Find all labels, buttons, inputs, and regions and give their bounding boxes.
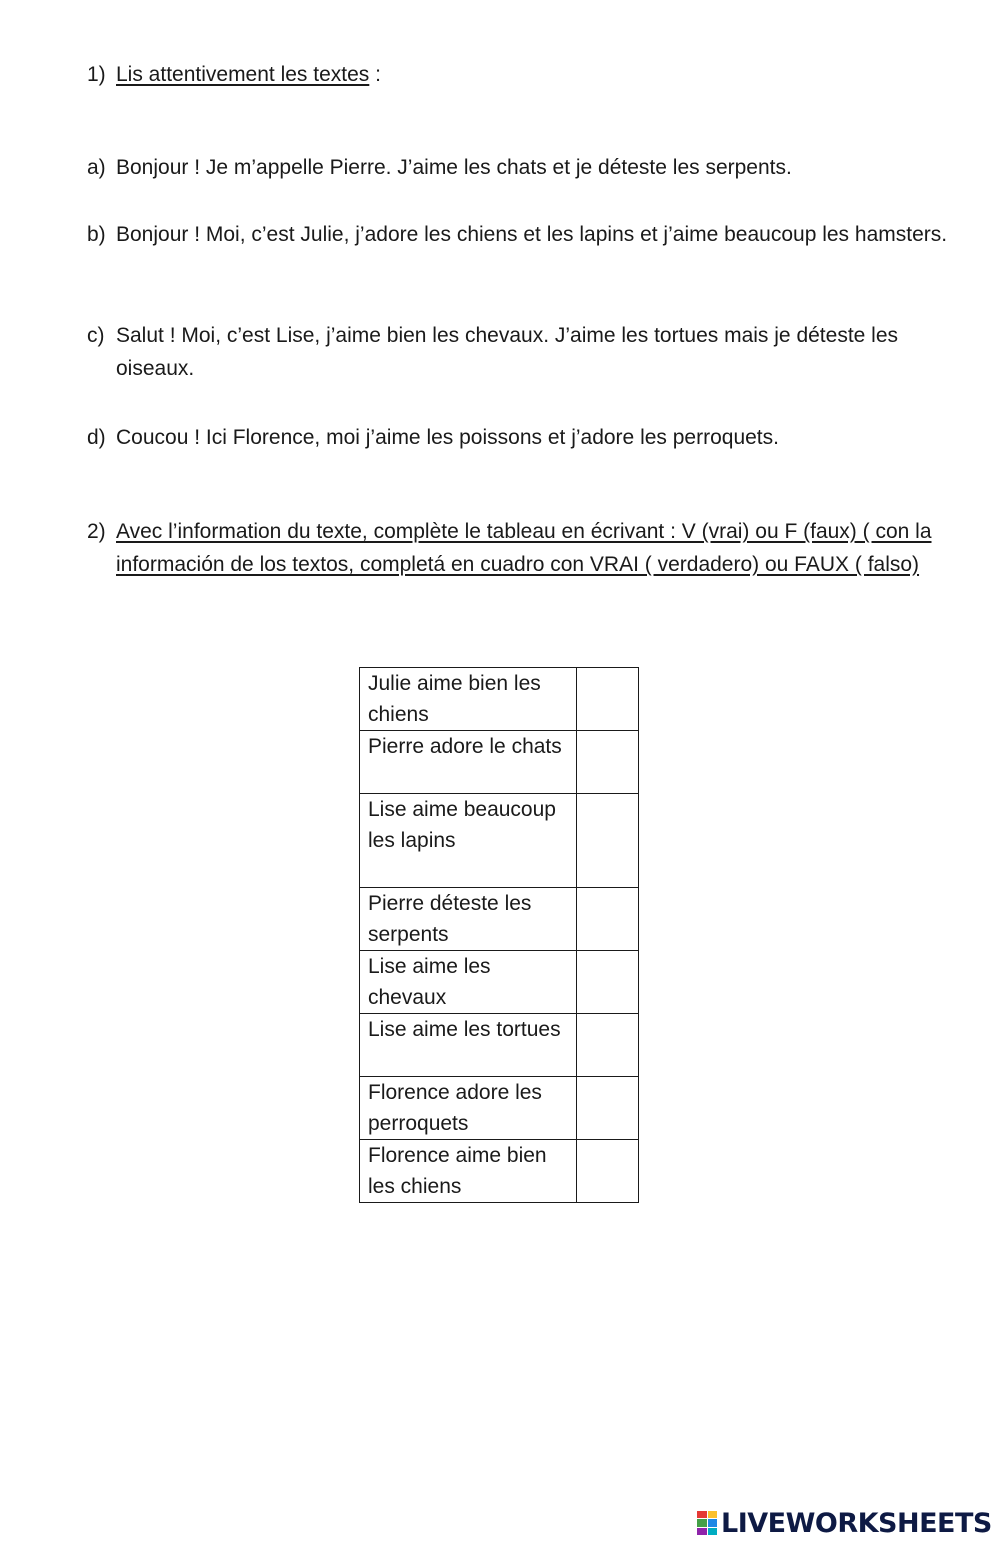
table-row <box>360 1140 639 1203</box>
text-d <box>87 421 956 454</box>
statement-cell: Florence adore les perroquets <box>360 1077 577 1140</box>
table-row <box>360 951 639 1014</box>
question-2 <box>87 515 956 581</box>
question-1-number: 1) <box>87 63 106 86</box>
logo-tile <box>697 1511 707 1518</box>
answer-cell[interactable] <box>576 794 638 888</box>
text-a-body: Bonjour ! Je m’appelle Pierre. J’aime les chats et je déteste les serpents. <box>116 156 792 179</box>
table-row <box>360 668 639 731</box>
logo-tile <box>708 1528 718 1535</box>
table-row <box>360 888 639 951</box>
logo-tile <box>697 1519 707 1526</box>
text-a-marker: a) <box>87 156 106 179</box>
answer-cell[interactable] <box>576 1014 638 1077</box>
logo-tile <box>697 1528 707 1535</box>
text-b-marker: b) <box>87 223 106 246</box>
table-row <box>360 794 639 888</box>
statement-cell: Florence aime bien les chiens <box>360 1140 577 1203</box>
answer-cell[interactable] <box>576 1140 638 1203</box>
question-2-number: 2) <box>87 520 106 543</box>
text-c-marker: c) <box>87 324 105 347</box>
answer-cell[interactable] <box>576 668 638 731</box>
answer-cell[interactable] <box>576 1077 638 1140</box>
question-1-text <box>116 58 956 91</box>
question-2-instruction: Avec l’information du texte, complète le tableau en écrivant : V (vrai) ou F (faux) ( con la información de los textos, completá en cuadro con VRAI ( verdadero) ou FAUX ( falso) <box>116 520 932 576</box>
statement-cell: Julie aime bien les chiens <box>360 668 577 731</box>
question-1-suffix: : <box>369 63 381 86</box>
logo-tile <box>708 1511 718 1518</box>
text-c-body: Salut ! Moi, c’est Lise, j’aime bien les chevaux. J’aime les tortues mais je déteste les oiseaux. <box>116 324 899 380</box>
true-false-table <box>359 667 639 1203</box>
table-row <box>360 1014 639 1077</box>
statement-cell: Pierre adore le chats <box>360 731 577 794</box>
question-1-instruction: Lis attentivement les textes <box>116 63 370 86</box>
answer-cell[interactable] <box>576 888 638 951</box>
text-a <box>87 151 956 184</box>
text-d-marker: d) <box>87 426 106 449</box>
table-row <box>360 1077 639 1140</box>
answer-cell[interactable] <box>576 951 638 1014</box>
text-b <box>87 218 956 251</box>
text-d-body: Coucou ! Ici Florence, moi j’aime les poissons et j’adore les perroquets. <box>116 426 779 449</box>
text-c <box>87 319 956 385</box>
question-1 <box>87 58 956 91</box>
statement-cell: Lise aime beaucoup les lapins <box>360 794 577 888</box>
text-b-body: Bonjour ! Moi, c’est Julie, j’adore les chiens et les lapins et j’aime beaucoup les hamsters. <box>116 223 948 246</box>
statement-cell: Lise aime les chevaux <box>360 951 577 1014</box>
statement-cell: Pierre déteste les serpents <box>360 888 577 951</box>
liveworksheets-logo-icon <box>697 1511 717 1535</box>
answer-cell[interactable] <box>576 731 638 794</box>
liveworksheets-logo[interactable] <box>697 1506 992 1540</box>
logo-text: LIVEWORKSHEETS <box>721 1507 992 1539</box>
table-row <box>360 731 639 794</box>
statement-cell: Lise aime les tortues <box>360 1014 577 1077</box>
logo-tile <box>708 1519 718 1526</box>
